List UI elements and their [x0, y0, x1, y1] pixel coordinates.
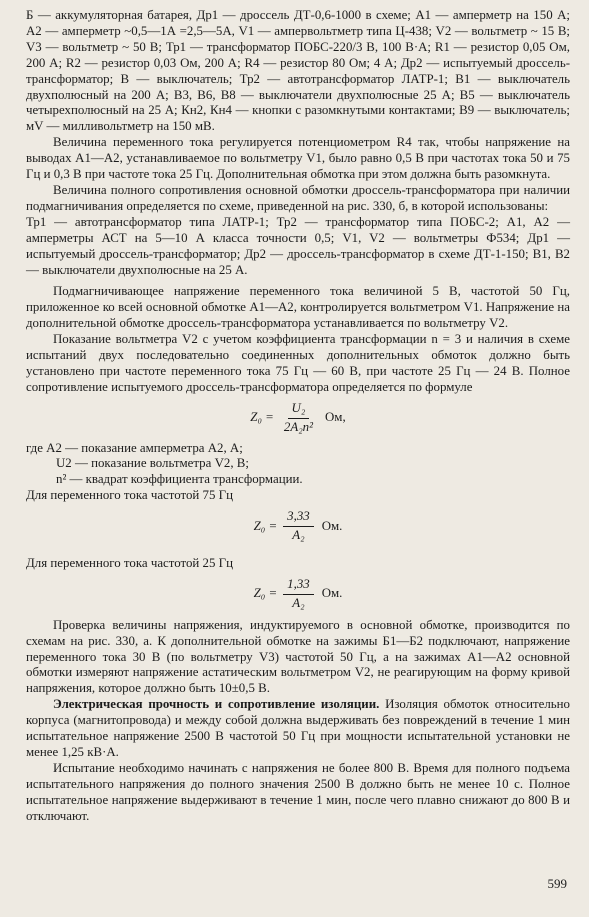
voltmeter-reading-paragraph: Показание вольтметра V2 с учетом коэффициента трансформации n = 3 и наличия в схеме испытаний двух последовательно соединенных дополнительных обмоток должно быть установлено при частоте переменного тока 75 Гц — 60 В, при частоте 25 Гц — 24 В. Полное сопротивление испытуемого дроссель-трансформатора определяется по формуле — [26, 332, 570, 394]
formula-lhs: Z₀ = — [250, 410, 274, 425]
formula-denominator: A₂ — [292, 528, 305, 543]
formula-definitions — [26, 441, 570, 489]
legend-paragraph: Б — аккумуляторная батарея, Др1 — дроссель ДТ-0,6-1000 в схеме; А1 — амперметр на 150 А; А2 — амперметр ~0,5—1А =2,5—5А, V1 — ампервольтметр типа Ц-438; V2 — вольтметр ~ 15 В; V3 — вольтметр ~ 50 В; Тр1 — трансформатор ПОБС-220/3 В, 100 В·А; R1 — резистор 0,05 Ом, 200 А; R2 — резистор 0,03 Ом, 200 А; R4 — резистор 80 Ом; 4 А; Др2 — испытуемый дроссель-трансформатор; В — выключатель; Тр2 — автотрансформатор ЛАТР-1; В1 — выключатель двухполюсный на 200 А; В3, В6, В8 — выключатели двухполюсные 25 А; В5 — выключатель четырехполюсный на 25 А; Кн2, Кн4 — кнопки с разомкнутыми контактами; В9 — выключатель; мV — милливольтметр на 150 мВ. — [26, 8, 570, 134]
test-procedure-paragraph: Испытание необходимо начинать с напряжения не более 800 В. Время для полного подъема испытательного напряжения до полного значения 2500 В должно быть не менее 10 с. Полное испытательное напряжение выдерживают в течение 1 мин, после чего плавно снижают до 800 В и отключают. — [26, 760, 570, 823]
impedance-formula-25hz — [26, 577, 570, 612]
formula-fraction — [283, 509, 314, 544]
formula-denominator: 2A₂n² — [283, 419, 313, 434]
formula-denominator: A₂ — [292, 595, 305, 610]
bias-voltage-paragraph: Подмагничивающее напряжение переменного тока величиной 5 В, частотой 50 Гц, приложенное ко всей основной обмотке А1—А2, контролируется вольтметром V1. Напряжение на дополнительной обмотке дроссель-трансформатора устанавливается по вольтметру V2. — [26, 284, 570, 331]
impedance-formula — [26, 401, 570, 436]
freq-75-label: Для переменного тока частотой 75 Гц — [26, 488, 233, 503]
formula-lhs: Z₀ = — [253, 586, 278, 601]
insulation-paragraph — [26, 697, 570, 761]
equipment-list-paragraph: Тр1 — автотрансформатор типа ЛАТР-1; Тр2 — трансформатор типа ПОБС-2; А1, А2 — амперметры АСТ на 5—10 А класса точности 0,5; V1, V2 — вольтметры Ф534; Др1 — испытуемый дроссель-трансформатор; Др2 — дроссель-трансформатор в схеме ДТ-1-150; В1, В2 — выключатели двухполюсные на 25 А. — [26, 214, 570, 277]
induced-voltage-paragraph: Проверка величины напряжения, индуктируемого в основной обмотке, производится по схемам на рис. 330, а. К дополнительной обмотке на зажимы Б1—Б2 подключают, напряжение переменного тока 30 В (по вольтметру V3) частотой 50 Гц, а на зажимах А1—А2 основной обмотки измеряют напряжение астатическим вольтметром V2, не реагирующим на форму кривой напряжения, которое должно быть 10±0,5 В. — [26, 617, 570, 696]
definition-a2: где А2 — показание амперметра А2, А; — [26, 440, 243, 455]
impedance-formula-75hz — [26, 509, 570, 544]
formula-numerator: U₂ — [288, 401, 310, 419]
formula-unit: Ом. — [321, 518, 343, 533]
formula-numerator: 3,33 — [283, 509, 314, 527]
section-heading: Электрическая прочность и сопротивление изоляции. — [53, 697, 380, 712]
impedance-intro-paragraph: Величина полного сопротивления основной обмотки дроссель-трансформатора при наличии подмагничивания определяется по схеме, приведенной на рис. 330, б, в которой использованы: — [26, 182, 570, 213]
insulation-text: Изоляция обмоток относительно корпуса (магнитопровода) и между собой должна выдерживать без повреждений в течение 1 мин испытательное напряжение 2500 В частотой 50 Гц при мощности испытательной установки не менее 1,25 кВ·А. — [26, 697, 570, 759]
current-regulation-paragraph: Величина переменного тока регулируется потенциометром R4 так, чтобы напряжение на выводах А1—А2, устанавливаемое по вольтметру V1, было равно 0,5 В при частотах тока 50 и 75 Гц и 0,3 В при частоте тока 25 Гц. Дополнительная обмотка при этом должна быть разомкнута. — [26, 135, 570, 182]
formula-numerator: 1,33 — [283, 577, 314, 595]
formula-unit: Ом, — [325, 410, 346, 425]
definition-u2: U2 — показание вольтметра V2, В; — [56, 456, 249, 471]
formula-fraction — [280, 401, 317, 436]
page-number: 599 — [547, 876, 567, 891]
formula-lhs: Z₀ = — [253, 518, 278, 533]
definition-n2: n² — квадрат коэффициента трансформации. — [56, 472, 303, 487]
formula-fraction — [283, 577, 314, 612]
freq-25-label: Для переменного тока частотой 25 Гц — [26, 556, 233, 570]
page-body — [26, 8, 570, 825]
formula-unit: Ом. — [321, 586, 343, 601]
